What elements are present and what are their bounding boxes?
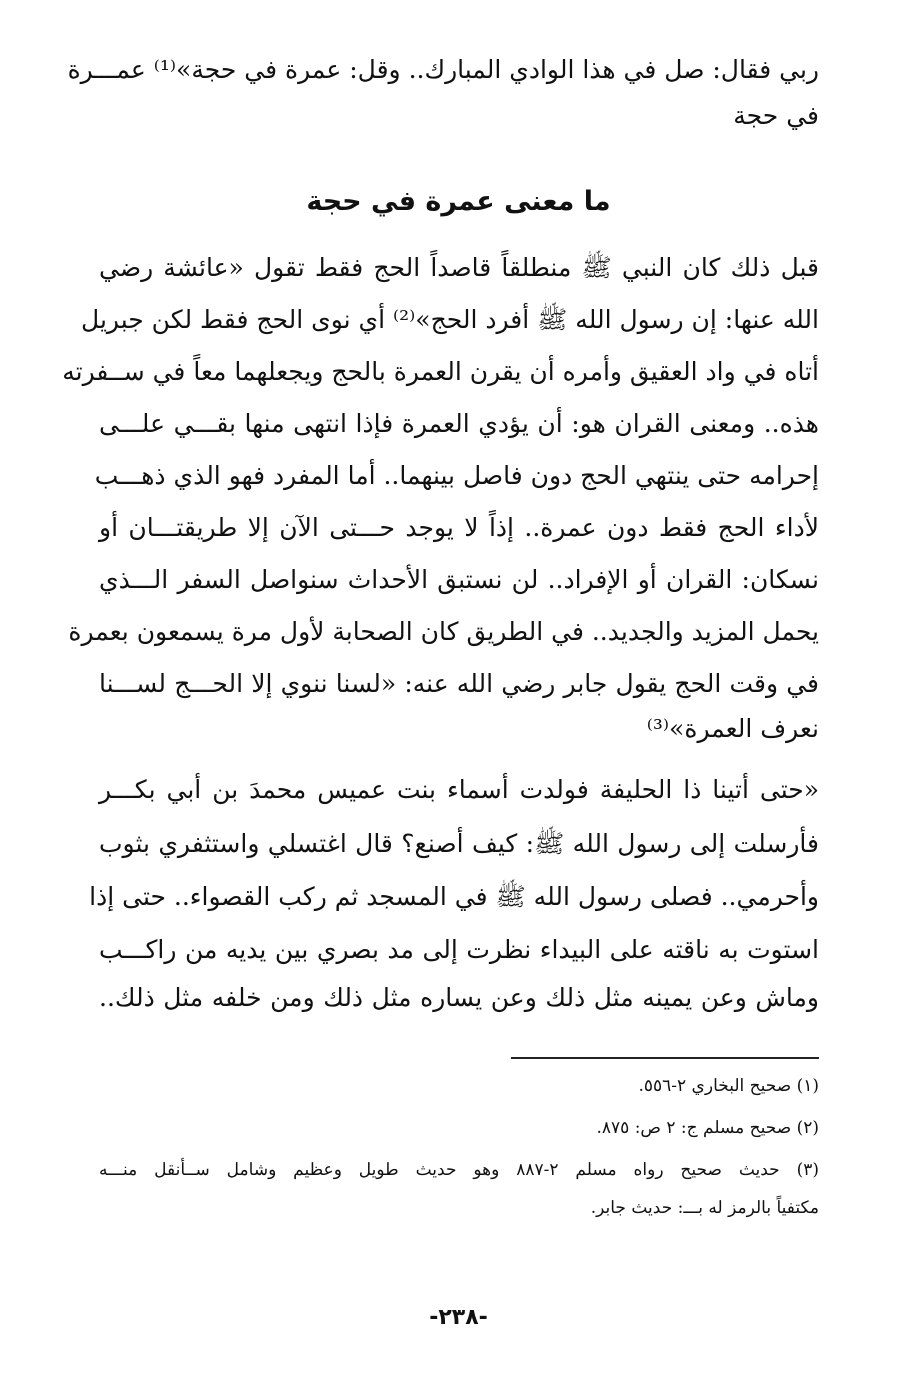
footnote-1: (١) صحيح البخاري ٢-٥٥٦. <box>638 1076 819 1096</box>
paragraph-1-line: أتاه في واد العقيق وأمره أن يقرن العمرة بالحج ويجعلهما معاً في ســفرته <box>62 357 819 386</box>
paragraph-1-line: إحرامه حتى ينتهي الحج دون فاصل بينهما.. أما المفرد فهو الذي ذهـــب <box>94 461 819 490</box>
paragraph-1-line: نعرف العمرة»⁽³⁾ <box>646 714 819 743</box>
page-number: -٢٣٨- <box>429 1305 488 1330</box>
paragraph-2-line: وماش وعن يمينه مثل ذلك وعن يساره مثل ذلك ومن خلفه مثل ذلك.. <box>99 983 819 1012</box>
paragraph-1-line: قبل ذلك كان النبي ﷺ منطلقاً قاصداً الحج فقط تقول «عائشة رضي <box>99 253 819 282</box>
footnote-3-line-2: مكتفياً بالرمز له بـــ: حديث جابر. <box>590 1198 819 1218</box>
paragraph-1-line: الله عنها: إن رسول الله ﷺ أفرد الحج»⁽²⁾ أي نوى الحج فقط لكن جبريل <box>81 305 819 334</box>
paragraph-2-line: فأرسلت إلى رسول الله ﷺ: كيف أصنع؟ قال اغتسلي واستثفري بثوب <box>99 829 819 858</box>
paragraph-1-line: يحمل المزيد والجديد.. في الطريق كان الصحابة لأول مرة يسمعون بعمرة <box>68 617 819 646</box>
paragraph-1-line: لأداء الحج فقط دون عمرة.. إذاً لا يوجد حـــتى الآن إلا طريقتـــان أو <box>99 513 819 542</box>
paragraph-1-line: نسكان: القران أو الإفراد.. لن نستبق الأحداث سنواصل السفر الـــذي <box>99 565 819 594</box>
paragraph-2-line: وأحرمي.. فصلى رسول الله ﷺ في المسجد ثم ركب القصواء.. حتى إذا <box>89 882 819 911</box>
intro-line-1: ربي فقال: صل في هذا الوادي المبارك.. وقل: عمرة في حجة»⁽¹⁾ عمـــرة <box>67 55 819 84</box>
footnote-2: (٢) صحيح مسلم ج: ٢ ص: ٨٧٥. <box>596 1118 819 1138</box>
intro-line-2: في حجة <box>733 101 819 130</box>
paragraph-1-line: هذه.. ومعنى القران هو: أن يؤدي العمرة فإذا انتهى منها بقـــي علـــى <box>99 409 819 438</box>
paragraph-2-line: استوت به ناقته على البيداء نظرت إلى مد بصري بين يديه من راكـــب <box>99 935 819 964</box>
footnote-3-line-1: (٣) حديث صحيح رواه مسلم ٢-٨٨٧ وهو حديث طويل وعظيم وشامل ســأنقل منـــه <box>99 1160 819 1180</box>
footnote-separator <box>511 1057 819 1059</box>
paragraph-2-line: «حتى أتينا ذا الحليفة فولدت أسماء بنت عميس محمدَ بن أبي بكـــر <box>99 775 819 804</box>
section-title: ما معنى عمرة في حجة <box>306 186 611 217</box>
paragraph-1-line: في وقت الحج يقول جابر رضي الله عنه: «لسنا ننوي إلا الحـــج لســـنا <box>99 669 819 698</box>
